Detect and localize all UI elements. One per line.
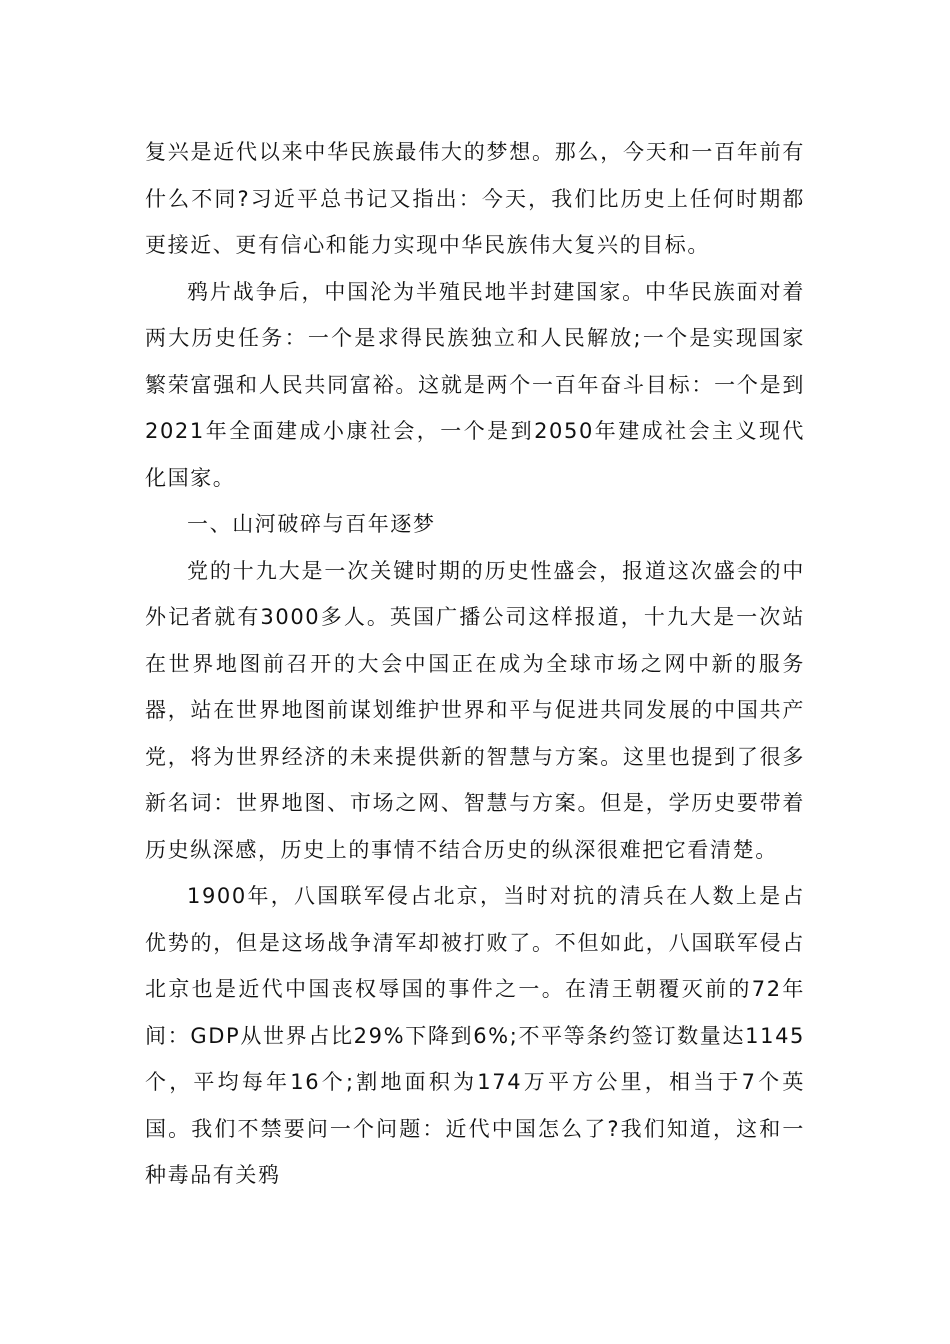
paragraph-continuation: 复兴是近代以来中华民族最伟大的梦想。那么，今天和一百年前有什么不同?习近平总书记又指出：今天，我们比历史上任何时期都更接近、更有信心和能力实现中华民族伟大复兴的目标。 bbox=[145, 140, 805, 257]
paragraph-opium-war: 鸦片战争后，中国沦为半殖民地半封建国家。中华民族面对着两大历史任务：一个是求得民族独立和人民解放;一个是实现国家繁荣富强和人民共同富裕。这就是两个一百年奋斗目标：一个是到2021年全面建成小康社会，一个是到2050年建成社会主义现代化国家。 bbox=[145, 279, 805, 490]
paragraph-1900: 1900年，八国联军侵占北京，当时对抗的清兵在人数上是占优势的，但是这场战争清军却被打败了。不但如此，八国联军侵占北京也是近代中国丧权辱国的事件之一。在清王朝覆灭前的72年间：GDP从世界占比29%下降到6%;不平等条约签订数量达1145个，平均每年16个;割地面积为174万平方公里，相当于7个英国。我们不禁要问一个问题：近代中国怎么了?我们知道，这和一种毒品有关鸦 bbox=[145, 884, 805, 1187]
paragraph-nineteenth-congress: 党的十九大是一次关键时期的历史性盛会，报道这次盛会的中外记者就有3000多人。英国广播公司这样报道，十九大是一次站在世界地图前召开的大会中国正在成为全球市场之网中新的服务器，站在世界地图前谋划维护世界和平与促进共同发展的中国共产党，将为世界经济的未来提供新的智慧与方案。这里也提到了很多新名词：世界地图、市场之网、智慧与方案。但是，学历史要带着历史纵深感，历史上的事情不结合历史的纵深很难把它看清楚。 bbox=[145, 558, 805, 862]
document-body bbox=[145, 129, 805, 1199]
section-heading: 一、山河破碎与百年逐梦 bbox=[187, 512, 436, 536]
